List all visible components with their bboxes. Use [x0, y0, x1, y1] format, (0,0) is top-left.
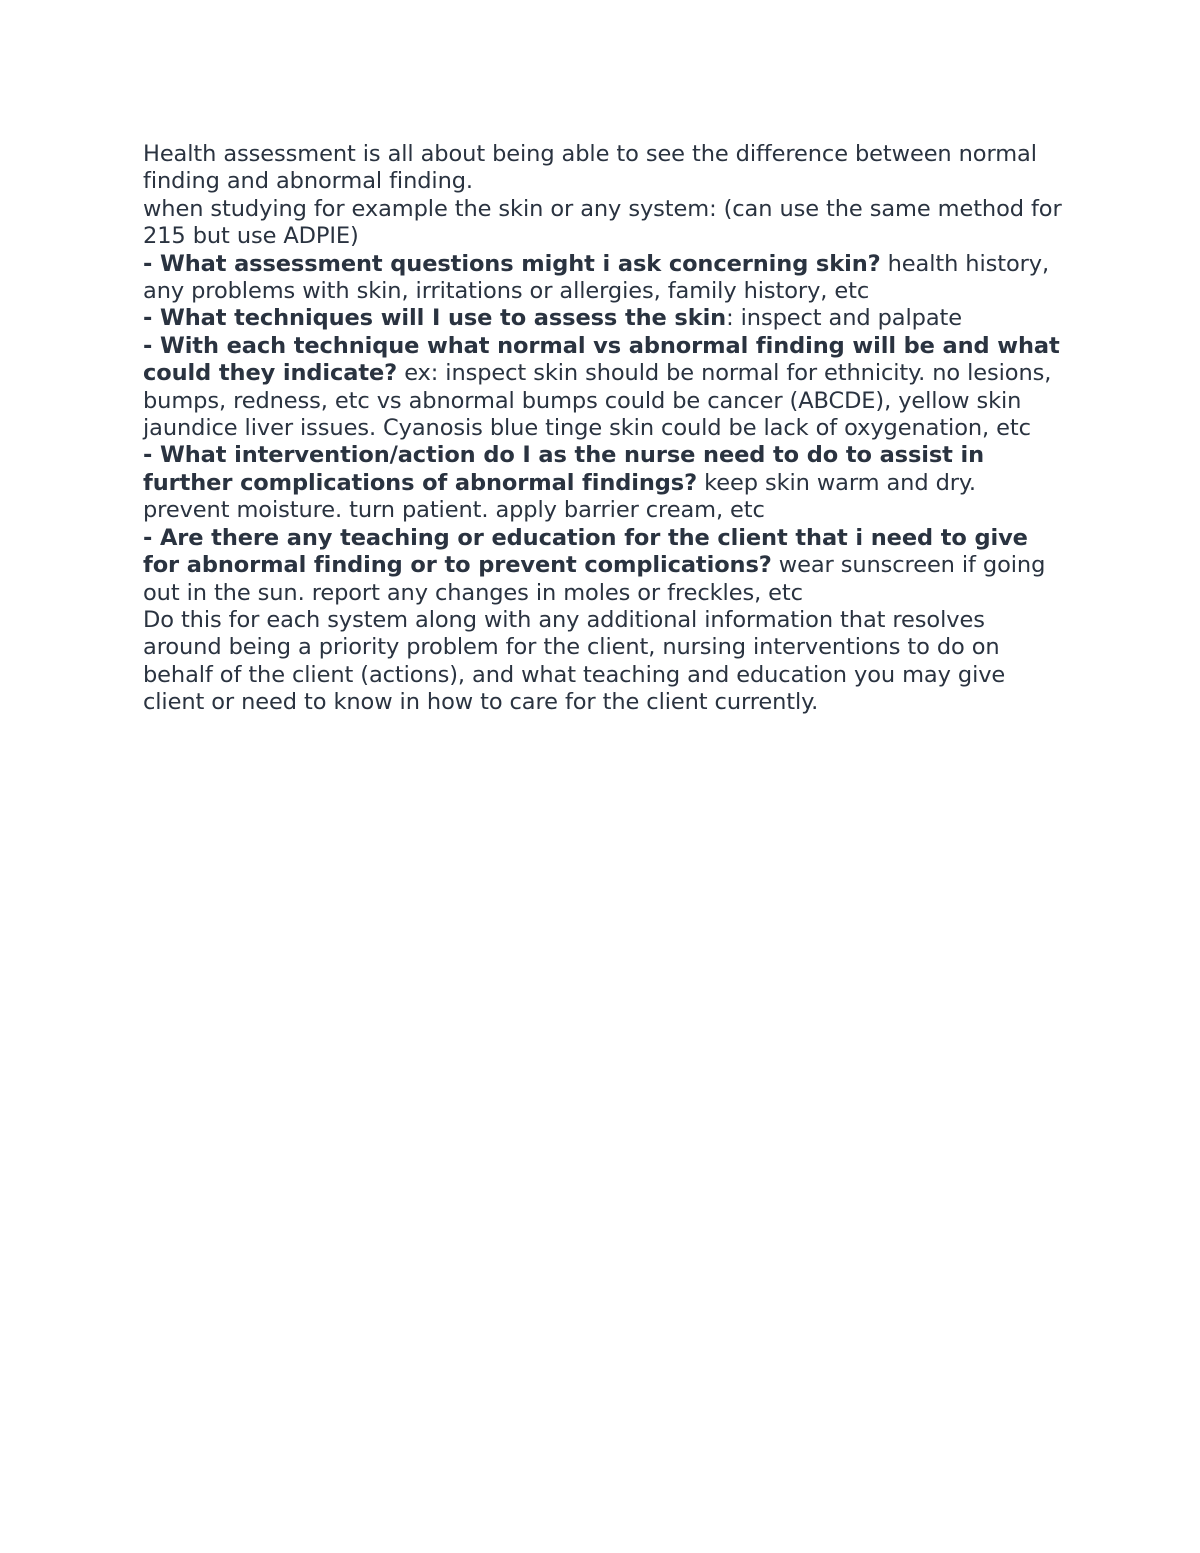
closing-paragraph: Do this for each system along with any additional information that resolves around being a priority problem for the client, nursing interventions to do on behalf of the client (actions), and what teaching and education you may give client or need to know in how to care for the client currently.: [143, 606, 1006, 716]
item-answer: ex: inspect skin should be normal for ethnicity. no lesions, bumps, redness, etc vs abnormal bumps could be cancer (ABCDE), yellow skin jaundice liver issues. Cyanosis blue tinge skin could be lack of oxygenation, etc: [143, 360, 1052, 442]
intervention-item: [143, 442, 1063, 524]
item-question: - What assessment questions might i ask concerning skin?: [143, 250, 881, 277]
item-question: - With each technique what normal vs abnormal finding will be and what could they indicate?: [143, 332, 1060, 387]
study-method-paragraph: when studying for example the skin or any system: (can use the same method for 215 but use ADPIE): [143, 195, 1062, 250]
item-answer: health history, any problems with skin, irritations or allergies, family history, etc: [143, 250, 1050, 305]
item-answer: : inspect and palpate: [726, 305, 962, 332]
teaching-item: [143, 525, 1063, 607]
item-answer: wear sunscreen if going out in the sun. report any changes in moles or freckles, etc: [143, 552, 1046, 606]
normal-vs-abnormal-item: [143, 333, 1063, 443]
item-question: - What intervention/action do I as the nurse need to do to assist in further complications of abnormal findings?: [143, 442, 985, 496]
intro-paragraph: Health assessment is all about being able to see the difference between normal finding and abnormal finding.: [143, 141, 1037, 195]
assessment-questions-item: [143, 251, 1063, 306]
item-question: - Are there any teaching or education for the client that i need to give for abnormal finding or to prevent complications?: [143, 524, 1028, 579]
techniques-item: [143, 305, 1063, 332]
document-body: [143, 141, 1063, 717]
item-question: - What techniques will I use to assess the skin: [143, 305, 727, 332]
item-answer: keep skin warm and dry. prevent moisture. turn patient. apply barrier cream, etc: [143, 469, 976, 524]
